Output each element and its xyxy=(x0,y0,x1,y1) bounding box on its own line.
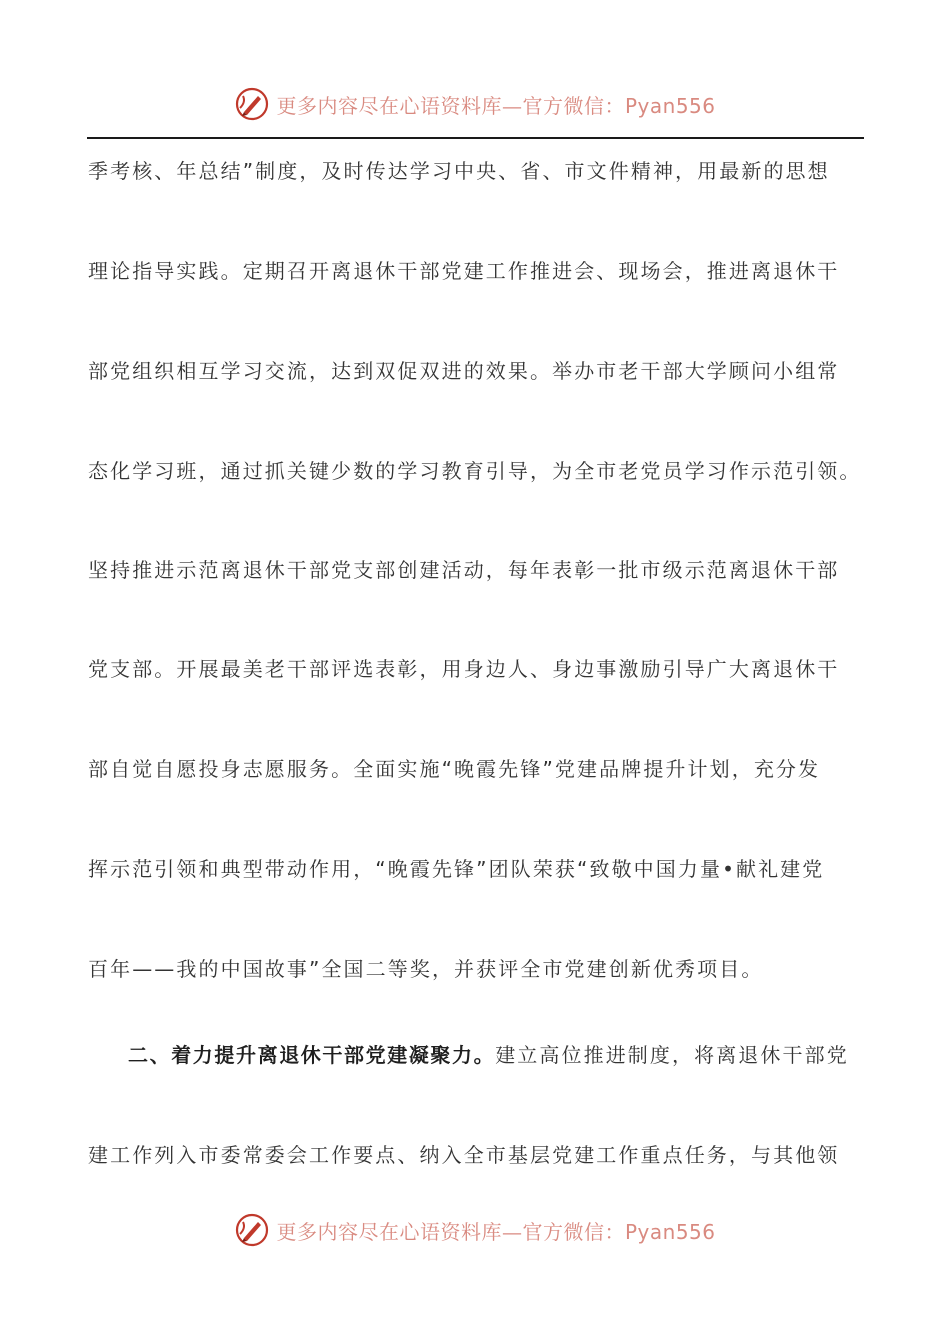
pen-seal-icon xyxy=(234,1212,270,1248)
paragraph-line: 部党组织相互学习交流，达到双促双进的效果。举办市老干部大学顾问小组常 xyxy=(88,359,840,383)
paragraph-line: 坚持推进示范离退休干部党支部创建活动，每年表彰一批市级示范离退休干部 xyxy=(88,558,840,582)
banner-text: 更多内容尽在心语资料库—官方微信：Pyan556 xyxy=(276,93,716,118)
paragraph-line: 建工作列入市委常委会工作要点、纳入全市基层党建工作重点任务，与其他领 xyxy=(88,1143,840,1167)
paragraph-line: 态化学习班，通过抓关键少数的学习教育引导，为全市老党员学习作示范引领。 xyxy=(88,459,862,483)
header-banner xyxy=(0,84,950,124)
pen-seal-icon xyxy=(234,86,270,122)
section-text: 建立高位推进制度，将离退休干部党 xyxy=(495,1043,849,1067)
paragraph-line: 季考核、年总结”制度，及时传达学习中央、省、市文件精神，用最新的思想 xyxy=(88,159,830,183)
banner-text: 更多内容尽在心语资料库—官方微信：Pyan556 xyxy=(276,1219,716,1244)
footer-banner xyxy=(0,1210,950,1250)
paragraph-line: 百年——我的中国故事”全国二等奖，并获评全市党建创新优秀项目。 xyxy=(88,957,764,981)
paragraph-line: 党支部。开展最美老干部评选表彰，用身边人、身边事激励引导广大离退休干 xyxy=(88,657,840,681)
paragraph-line: 挥示范引领和典型带动作用，“晚霞先锋”团队荣获“致敬中国力量•献礼建党 xyxy=(88,857,825,881)
paragraph-line: 理论指导实践。定期召开离退休干部党建工作推进会、现场会，推进离退休干 xyxy=(88,259,840,283)
section-heading: 二、着力提升离退休干部党建凝聚力。 xyxy=(128,1043,496,1067)
header-divider xyxy=(87,137,864,139)
section-2-line xyxy=(128,1040,868,1070)
paragraph-line: 部自觉自愿投身志愿服务。全面实施“晚霞先锋”党建品牌提升计划，充分发 xyxy=(88,757,821,781)
